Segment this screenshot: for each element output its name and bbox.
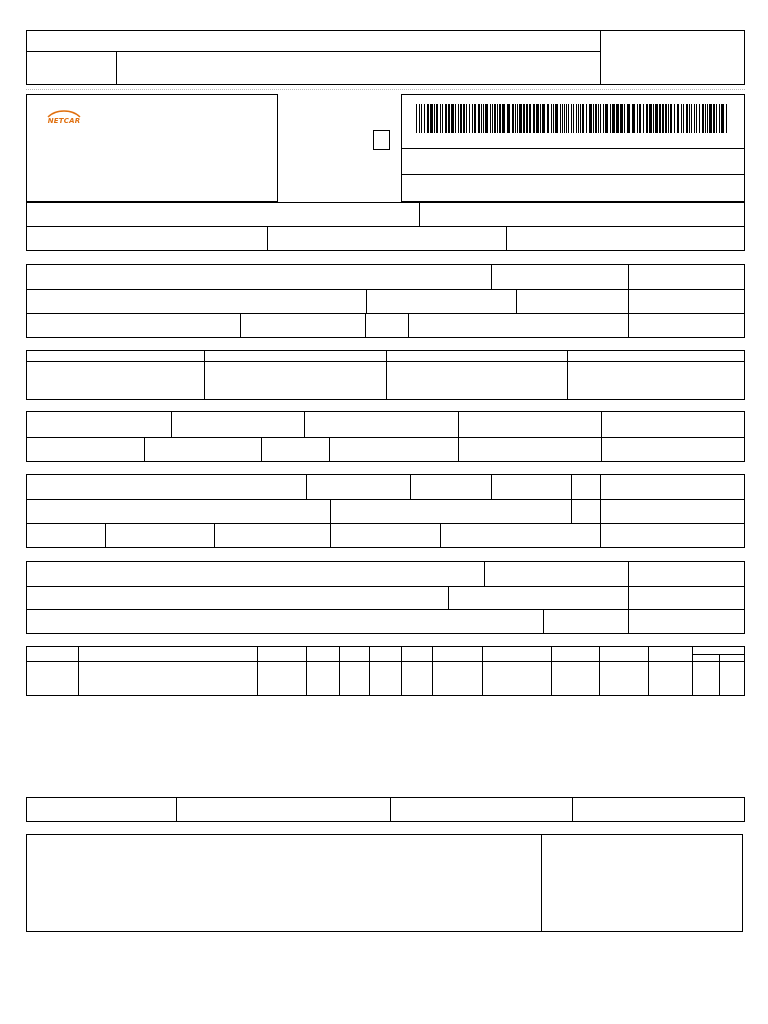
- products-col-divider: [401, 646, 402, 696]
- barcode-bar: [653, 104, 654, 133]
- dest-divider: [240, 313, 241, 338]
- barcode-bar: [586, 104, 587, 133]
- barcode-bar: [646, 104, 648, 133]
- issqn-divider: [390, 797, 391, 822]
- carrier-divider: [410, 474, 411, 499]
- tax-total-divider: [602, 437, 745, 438]
- barcode-bar: [492, 104, 493, 133]
- dotted-separator: [26, 89, 745, 90]
- issuer-divider: [543, 609, 544, 634]
- products-col-divider: [306, 646, 307, 696]
- barcode-bar: [620, 104, 623, 133]
- carrier-divider: [214, 523, 215, 548]
- barcode-image: [416, 104, 728, 133]
- barcode-bar: [578, 104, 579, 133]
- barcode-bar: [593, 104, 594, 133]
- barcode-bar: [677, 104, 679, 133]
- barcode-bar: [610, 104, 611, 133]
- barcode-bar: [455, 104, 456, 133]
- barcode-bar: [526, 104, 528, 133]
- tax-divider: [171, 411, 172, 437]
- carrier-divider: [330, 499, 331, 548]
- issuer-row-divider-1: [27, 586, 629, 587]
- barcode-bar: [643, 104, 644, 133]
- barcode-bar: [582, 104, 584, 133]
- barcode-bar: [573, 104, 574, 133]
- barcode-bar: [460, 104, 462, 133]
- company-logo-text: NETCAR: [47, 117, 81, 125]
- products-col-divider: [339, 646, 340, 696]
- barcode-bar: [485, 104, 488, 133]
- destinatario-box: [26, 264, 629, 338]
- recipient-row-2-divider-1: [267, 226, 268, 251]
- carrier-side-divider-2: [601, 523, 745, 524]
- carrier-row-divider-2: [27, 523, 601, 524]
- barcode-bar: [440, 104, 441, 133]
- barcode-bar: [686, 104, 688, 133]
- barcode-bar: [659, 104, 661, 133]
- barcode-bar: [466, 104, 467, 133]
- barcode-bar: [707, 104, 708, 133]
- barcode-bar: [540, 104, 541, 133]
- barcode-bar: [683, 104, 684, 133]
- barcode-bar: [445, 104, 447, 133]
- barcode-bar: [463, 104, 465, 133]
- products-col-divider: [551, 646, 552, 696]
- fatura-divider: [204, 350, 205, 400]
- barcode-bar: [655, 104, 658, 133]
- additional-info-box: [26, 834, 542, 932]
- barcode-bar: [436, 104, 438, 133]
- barcode-bar: [705, 104, 706, 133]
- header-divider: [27, 51, 601, 52]
- carrier-divider: [440, 523, 441, 548]
- barcode-bar: [523, 104, 525, 133]
- recipient-row-2: [26, 226, 745, 251]
- dest-divider: [516, 289, 517, 313]
- recipient-row-1-divider: [419, 202, 420, 227]
- issqn-divider: [572, 797, 573, 822]
- barcode-bar: [499, 104, 501, 133]
- header-title-box: [26, 30, 601, 85]
- products-col-divider: [719, 654, 720, 696]
- dest-row-divider-1: [27, 289, 629, 290]
- barcode-bar: [681, 104, 682, 133]
- barcode-bar: [639, 104, 641, 133]
- carrier-divider: [105, 523, 106, 548]
- barcode-bar: [580, 104, 581, 133]
- barcode-bar: [483, 104, 484, 133]
- barcode-bar: [624, 104, 625, 133]
- issuer-divider: [448, 586, 449, 609]
- barcode-bar: [472, 104, 473, 133]
- barcode-bar: [536, 104, 539, 133]
- issuer-divider: [484, 561, 485, 586]
- carrier-divider: [571, 474, 572, 523]
- barcode-bar: [694, 104, 695, 133]
- barcode-bar: [662, 104, 664, 133]
- tax-divider: [144, 437, 145, 462]
- barcode-bar: [566, 104, 567, 133]
- barcode-bar: [589, 104, 592, 133]
- barcode-bar: [474, 104, 476, 133]
- barcode-bar: [576, 104, 577, 133]
- barcode-bar: [430, 104, 433, 133]
- tax-divider: [329, 437, 330, 462]
- products-col-divider: [648, 646, 649, 696]
- barcode-bar: [533, 104, 535, 133]
- barcode-bar: [421, 104, 422, 133]
- fatura-divider: [567, 350, 568, 400]
- issuer-box: [26, 561, 629, 634]
- issuer-row-divider-2: [27, 609, 629, 610]
- barcode-bar: [519, 104, 522, 133]
- barcode-bar: [481, 104, 482, 133]
- barcode-bar: [497, 104, 498, 133]
- products-table: [26, 646, 745, 696]
- barcode-bar: [551, 104, 552, 133]
- dest-divider: [366, 289, 367, 313]
- barcode-bar: [709, 104, 712, 133]
- barcode-bar: [478, 104, 480, 133]
- dest-divider: [365, 313, 366, 338]
- carrier-row-divider-1: [27, 499, 601, 500]
- carrier-divider: [491, 474, 492, 499]
- products-col-divider: [432, 646, 433, 696]
- barcode-bar: [689, 104, 690, 133]
- barcode-bar: [562, 104, 563, 133]
- barcode-bar: [494, 104, 496, 133]
- barcode-bar: [595, 104, 597, 133]
- barcode-row-divider-2: [402, 174, 745, 175]
- barcode-row-divider-1: [402, 148, 745, 149]
- barcode-bar: [719, 104, 720, 133]
- barcode-bar: [458, 104, 459, 133]
- barcode-bar: [699, 104, 700, 133]
- barcode-bar: [512, 104, 514, 133]
- barcode-bar: [612, 104, 615, 133]
- barcode-bar: [713, 104, 715, 133]
- barcode-bar: [427, 104, 429, 133]
- barcode-bar: [568, 104, 569, 133]
- barcode-bar: [419, 104, 420, 133]
- barcode-bar: [451, 104, 454, 133]
- dest-date-box: [628, 264, 745, 338]
- recipient-row-1: [26, 202, 745, 227]
- barcode-bar: [603, 104, 604, 133]
- barcode-bar: [605, 104, 608, 133]
- barcode-bar: [469, 104, 470, 133]
- tax-divider: [458, 437, 459, 462]
- header-corner-box: [600, 30, 745, 85]
- barcode-bar: [553, 104, 554, 133]
- barcode-bar: [560, 104, 561, 133]
- barcode-bar: [547, 104, 549, 133]
- barcode-bar: [721, 104, 724, 133]
- carrier-side-box: [600, 474, 745, 548]
- fatura-divider: [386, 350, 387, 400]
- tax-divider: [261, 437, 262, 462]
- barcode-bar: [696, 104, 697, 133]
- products-col-divider: [599, 646, 600, 696]
- products-col-divider: [78, 646, 79, 696]
- barcode-bar: [716, 104, 717, 133]
- barcode-bar: [632, 104, 635, 133]
- barcode-bar: [670, 104, 672, 133]
- barcode-bar: [726, 104, 727, 133]
- dest-divider: [408, 313, 409, 338]
- barcode-bar: [616, 104, 619, 133]
- barcode-bar: [564, 104, 565, 133]
- products-col-divider: [369, 646, 370, 696]
- barcode-bar: [502, 104, 505, 133]
- barcode-bar: [674, 104, 675, 133]
- entry-exit-checkbox: [373, 130, 390, 150]
- issqn-divider: [176, 797, 177, 822]
- barcode-bar: [649, 104, 652, 133]
- dest-date-divider-1: [629, 289, 745, 290]
- company-logo: [40, 110, 88, 130]
- barcode-bar: [665, 104, 667, 133]
- issuer-side-divider-2: [629, 609, 745, 610]
- issqn-box: [26, 797, 745, 822]
- barcode-bar: [507, 104, 510, 133]
- barcode-bar: [529, 104, 531, 133]
- barcode-bar: [434, 104, 435, 133]
- products-header-divider: [27, 661, 745, 662]
- tax-divider: [304, 411, 305, 437]
- issuer-side-divider-1: [629, 586, 745, 587]
- barcode-bar: [637, 104, 638, 133]
- barcode-bar: [416, 104, 417, 133]
- barcode-bar: [515, 104, 516, 133]
- barcode-bar: [517, 104, 518, 133]
- carrier-side-divider-1: [601, 499, 745, 500]
- carrier-box: [26, 474, 601, 548]
- dest-row-divider-2: [27, 313, 629, 314]
- barcode-bar: [598, 104, 599, 133]
- fisco-reserved-box: [541, 834, 743, 932]
- header-divider-v: [116, 51, 117, 84]
- barcode-bar: [702, 104, 704, 133]
- barcode-bar: [627, 104, 630, 133]
- carrier-divider: [306, 474, 307, 499]
- dest-divider: [491, 264, 492, 289]
- barcode-bar: [571, 104, 572, 133]
- tax-row-divider: [27, 437, 602, 438]
- barcode-bar: [442, 104, 443, 133]
- barcode-bar: [668, 104, 669, 133]
- dest-date-divider-2: [629, 313, 745, 314]
- barcode-bar: [424, 104, 425, 133]
- barcode-bar: [542, 104, 545, 133]
- products-col-divider: [482, 646, 483, 696]
- barcode-bar: [600, 104, 601, 133]
- tax-divider: [458, 411, 459, 437]
- products-col-divider: [692, 646, 693, 696]
- issuer-side-box: [628, 561, 745, 634]
- barcode-bar: [691, 104, 692, 133]
- barcode-bar: [448, 104, 450, 133]
- products-col-divider: [257, 646, 258, 696]
- recipient-row-2-divider-2: [506, 226, 507, 251]
- barcode-bar: [490, 104, 491, 133]
- barcode-bar: [555, 104, 558, 133]
